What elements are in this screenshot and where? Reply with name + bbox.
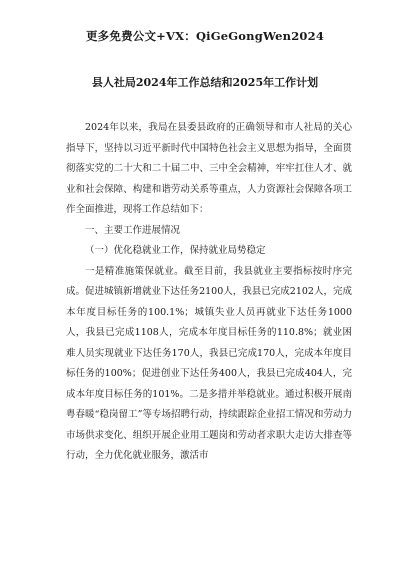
- document-title: 县人社局2024年工作总结和2025年工作计划: [91, 76, 319, 89]
- section-heading: 一、主要工作进展情况: [85, 224, 181, 236]
- watermark-text: 更多免费公文+VX：QiGeGongWen2024: [85, 29, 325, 43]
- body-paragraph: 一是精准施策保就业。截至目前，我县就业主要指标按时序完成。促进城镇新增就业下达任务2100人，我县已完成2102人，完成本年度目标任务的100.1%；城镇失业人员再就业下达任务1000人，我县已完成1108人，完成本年度目标任务的110.8%；就业困难人员实现就业下达任务170人，我县已完成170人，完成本年度目标任务的100%；促进创业下达任务400人，我县已完成404人，完成本年度目标任务的101%。二是多措并举稳就业。通过积极开展南粤春暖“稳岗留工”等专场招聘行动，持续跟踪企业招工情况和劳动力市场供求变化、组织开展企业用工题岗和劳动者求职大走访大排查等行动，全力优化就业服务，激活市: [66, 265, 352, 461]
- subsection-heading: （一）优化稳就业工作，保持就业局势稳定: [85, 245, 266, 256]
- document-body: [66, 118, 352, 467]
- intro-paragraph: 2024年以来，我局在县委县政府的正确领导和市人社局的关心指导下，坚持以习近平新时代中国特色社会主义思想为指导，全面贯彻落实党的二十大和二十届二中、三中全会精神，牢牢扛住人才、就业和社会保障、构建和谐劳动关系等重点，人力资源社会保障各项工作全面推进，现将工作总结如下：: [66, 122, 352, 215]
